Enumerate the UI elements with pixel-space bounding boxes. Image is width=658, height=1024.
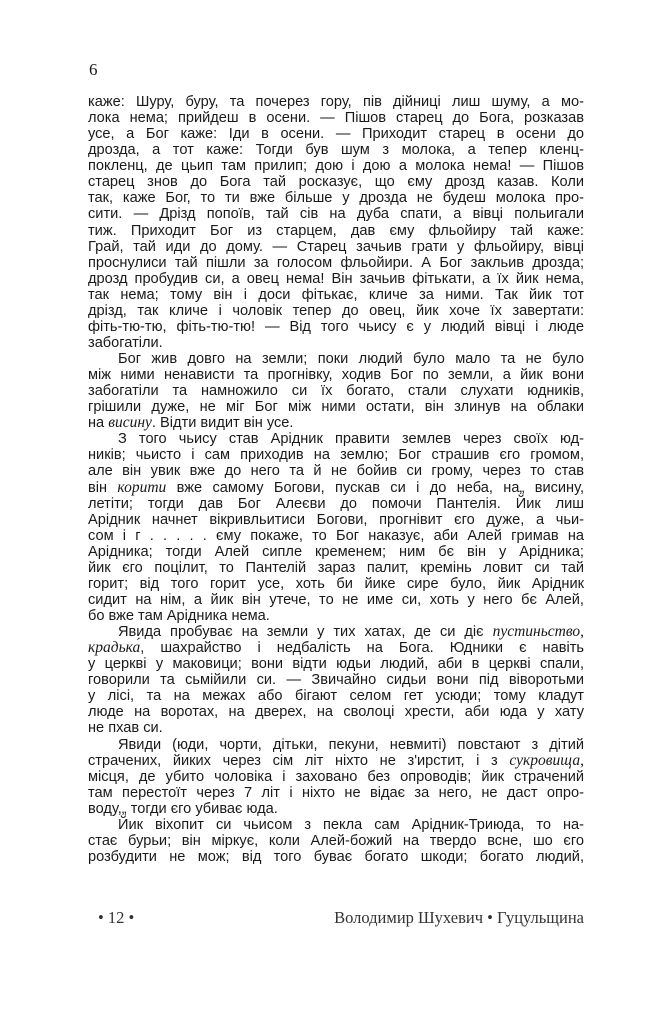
text-line bbox=[88, 463, 584, 479]
text-line bbox=[88, 544, 584, 560]
text-line bbox=[88, 351, 584, 367]
italic-term: пустиньство, bbox=[492, 623, 584, 641]
text-line bbox=[88, 223, 584, 239]
text-segment: не пхав си. bbox=[88, 720, 163, 737]
text-line bbox=[88, 206, 584, 222]
text-segment: горит; від того горит усе, хоть би йике сире було, йик Арідник bbox=[88, 575, 584, 592]
text-segment: каже: Шуру, буру, та почерез гору, пів дійниці лиш шуму, а мо- bbox=[88, 94, 584, 110]
text-segment: забогатіли та намножило си їх богато, стали слухати юдників, bbox=[88, 383, 584, 400]
text-line bbox=[88, 158, 584, 174]
text-segment: летіти; тогди дав Бог Алеєви до помочи Пантелія. Йик лиш bbox=[88, 495, 584, 512]
text-line bbox=[88, 849, 584, 865]
italic-term: корити bbox=[117, 478, 167, 496]
text-line bbox=[88, 239, 584, 255]
text-segment: говорили та сьмійили си. — Звичайно сидьи вони під віворотьми bbox=[88, 672, 584, 689]
text-segment: там перестоїт через 7 літ і ніхто не відає за него, не даст опро- bbox=[88, 784, 584, 801]
text-segment: дрозда, а тот каже: Тогди був шум з молока, а тепер кленц- bbox=[88, 142, 584, 159]
text-segment: ників; чьисто і сам приходив на землю; Бог страшив єго громом, bbox=[88, 447, 584, 464]
text-segment: дрозд пробудив си, а овец нема! Він зачьив фітькати, а їх йик нема, bbox=[88, 270, 584, 287]
text-segment: у церкві у маковици; вони відти юдьи людий, аби в церкві спали, bbox=[88, 656, 584, 673]
text-segment: забогатіли. bbox=[88, 334, 163, 351]
text-line bbox=[88, 640, 584, 656]
text-line bbox=[88, 528, 584, 544]
text-line bbox=[88, 480, 584, 496]
text-line bbox=[88, 447, 584, 463]
body-text bbox=[88, 94, 584, 865]
paragraph bbox=[88, 624, 584, 736]
text-segment: сити. — Дрізд попоїв, тай сів на дуба спати, а вівці польигали bbox=[88, 206, 584, 223]
text-line bbox=[88, 190, 584, 206]
text-segment: так нема; тому він і доси фітькає, кличе за ними. Так йик тот bbox=[88, 286, 584, 303]
text-line bbox=[88, 399, 584, 415]
paragraph bbox=[88, 431, 584, 624]
text-line bbox=[88, 720, 584, 736]
text-segment: страчених, йиких через сім літ ніхто не з'ирстит, і з bbox=[88, 752, 510, 769]
text-segment: Грай, тай иди до дому. — Старец зачьив грати у фльойиру, вівці bbox=[88, 238, 584, 255]
text-segment: усе, а Бог каже: Іди в осени. — Приходит старец в осени до bbox=[88, 126, 584, 143]
italic-term: сукровища, bbox=[509, 751, 584, 769]
italic-term: висину bbox=[108, 414, 152, 432]
paragraph bbox=[88, 817, 584, 865]
text-line bbox=[88, 319, 584, 335]
text-segment: , шахрайство і недбалість на Бога. Юдники є навіть bbox=[140, 640, 584, 657]
footer-book-title: Володимир Шухевич • Гуцульщина bbox=[334, 908, 584, 927]
text-line bbox=[88, 174, 584, 190]
text-line bbox=[88, 335, 584, 351]
text-segment: але він увик вже до него та й не бойив си грому, через то став bbox=[88, 463, 584, 480]
text-line bbox=[88, 383, 584, 399]
text-line bbox=[88, 608, 584, 624]
text-segment: Йик віхопит си чьисом з пекла сам Арідник-Триюда, то на- bbox=[118, 816, 584, 833]
text-line bbox=[88, 785, 584, 801]
text-segment: він bbox=[88, 479, 118, 496]
text-segment: З того чьису став Арідник правити землев через своїх юд- bbox=[118, 431, 584, 448]
text-segment: місця, де убито чоловіка і заховано без опроводів; йик страчений bbox=[88, 768, 584, 785]
text-line bbox=[88, 833, 584, 849]
text-segment: бо вже там Арідника нема. bbox=[88, 608, 270, 624]
text-segment: Арідник начнет вікривльитиси Богови, прогнівит єго дуже, а чьи- bbox=[88, 511, 584, 528]
text-segment: грішили дуже, не міг Бог між ними остати, він злинув на облаки bbox=[88, 399, 584, 416]
text-line bbox=[88, 367, 584, 383]
text-line bbox=[88, 94, 584, 110]
text-segment: воду,„ тогди єго убиває юда. bbox=[88, 800, 278, 817]
text-line bbox=[88, 817, 584, 833]
text-line bbox=[88, 110, 584, 126]
text-segment: так, каже Бог, то ти вже більше у дрозда не будеш молока про- bbox=[88, 190, 584, 207]
text-line bbox=[88, 688, 584, 704]
text-line bbox=[88, 769, 584, 785]
text-line bbox=[88, 303, 584, 319]
text-segment: на bbox=[88, 415, 109, 432]
text-segment: старец знов до Бога тай росказує, що єму дрозд казав. Коли bbox=[88, 174, 584, 191]
text-line bbox=[88, 126, 584, 142]
text-segment: тиж. Приходит Бог из старцем, дав єму фльойиру тай каже: bbox=[88, 222, 584, 239]
text-line bbox=[88, 576, 584, 592]
text-segment: Бог жив довго на земли; поки людий було мало та не було bbox=[118, 351, 584, 367]
text-line bbox=[88, 560, 584, 576]
text-line bbox=[88, 512, 584, 528]
text-segment: проснулиси тай пішли за голосом фльойири. А Бог закльив дрозда; bbox=[88, 254, 584, 271]
text-segment: між ними ненависти та прогнівку, ходив Бог по земли, а йик вони bbox=[88, 367, 584, 384]
text-line bbox=[88, 737, 584, 753]
text-segment: покленц, де цьип там прилип; дою і дою а молока нема! — Пішов bbox=[88, 158, 584, 175]
text-line bbox=[88, 801, 584, 817]
text-segment: у лісі, та на межах або бігают селом гет усюди; тому кладут bbox=[88, 688, 584, 705]
paragraph bbox=[88, 94, 584, 351]
text-line bbox=[88, 142, 584, 158]
footer-page-number: • 12 • bbox=[98, 908, 135, 927]
italic-term: крадька́ bbox=[88, 639, 141, 657]
text-line bbox=[88, 704, 584, 720]
text-segment: Явиди (юди, чорти, дітьки, пекуни, невмиті) повстают з дітий bbox=[118, 736, 584, 753]
text-line bbox=[88, 672, 584, 688]
text-segment: Арідника; тогди Алей сипле кременем; ним бє він у Арідника; bbox=[88, 543, 584, 560]
text-line bbox=[88, 271, 584, 287]
text-segment: . Відти видит він усе. bbox=[151, 415, 294, 432]
text-line bbox=[88, 624, 584, 640]
text-line bbox=[88, 287, 584, 303]
text-segment: фіть-тю-тю, фіть-тю-тю! — Від того чьису є у людий вівці і люде bbox=[88, 318, 584, 335]
text-segment: сидит на нім, а йик він утече, то не име си, хоть у него бє Алей, bbox=[88, 591, 584, 608]
text-line bbox=[88, 431, 584, 447]
text-segment: стає бурьи; він міркує, коли Алей-божий на твердо всне, шо єго bbox=[88, 832, 584, 849]
text-segment: лока нема; прийдеш в осени. — Пішов старец до Бога, розказав bbox=[88, 110, 584, 127]
text-segment: сом і г . . . . . єму покаже, то Бог наказує, аби Алей гримав на bbox=[88, 527, 584, 544]
page-number: 6 bbox=[89, 60, 98, 79]
text-segment: Явида пробуває на земли у тих хатах, де си діє bbox=[118, 624, 493, 641]
text-segment: розбудити не мож; від того буває богато шкоди; богато людий, bbox=[88, 848, 584, 865]
text-segment: люде на воротах, на дверех, на сволоці хрести, аби юда у хату bbox=[88, 704, 584, 721]
paragraph bbox=[88, 351, 584, 431]
text-line bbox=[88, 415, 584, 431]
text-segment: вже самому Богови, пускав си і до неба, на„ висину, bbox=[166, 479, 584, 496]
text-segment: дрізд, так кличе і чоловік тепер до овец, йик хоче їх завертати: bbox=[88, 302, 584, 319]
text-line bbox=[88, 496, 584, 512]
text-segment: йик єго поцілит, то Пантелій зараз палит, кремінь ловит си тай bbox=[88, 559, 584, 576]
text-line bbox=[88, 656, 584, 672]
paragraph bbox=[88, 737, 584, 817]
text-line bbox=[88, 255, 584, 271]
text-line bbox=[88, 592, 584, 608]
text-line bbox=[88, 753, 584, 769]
